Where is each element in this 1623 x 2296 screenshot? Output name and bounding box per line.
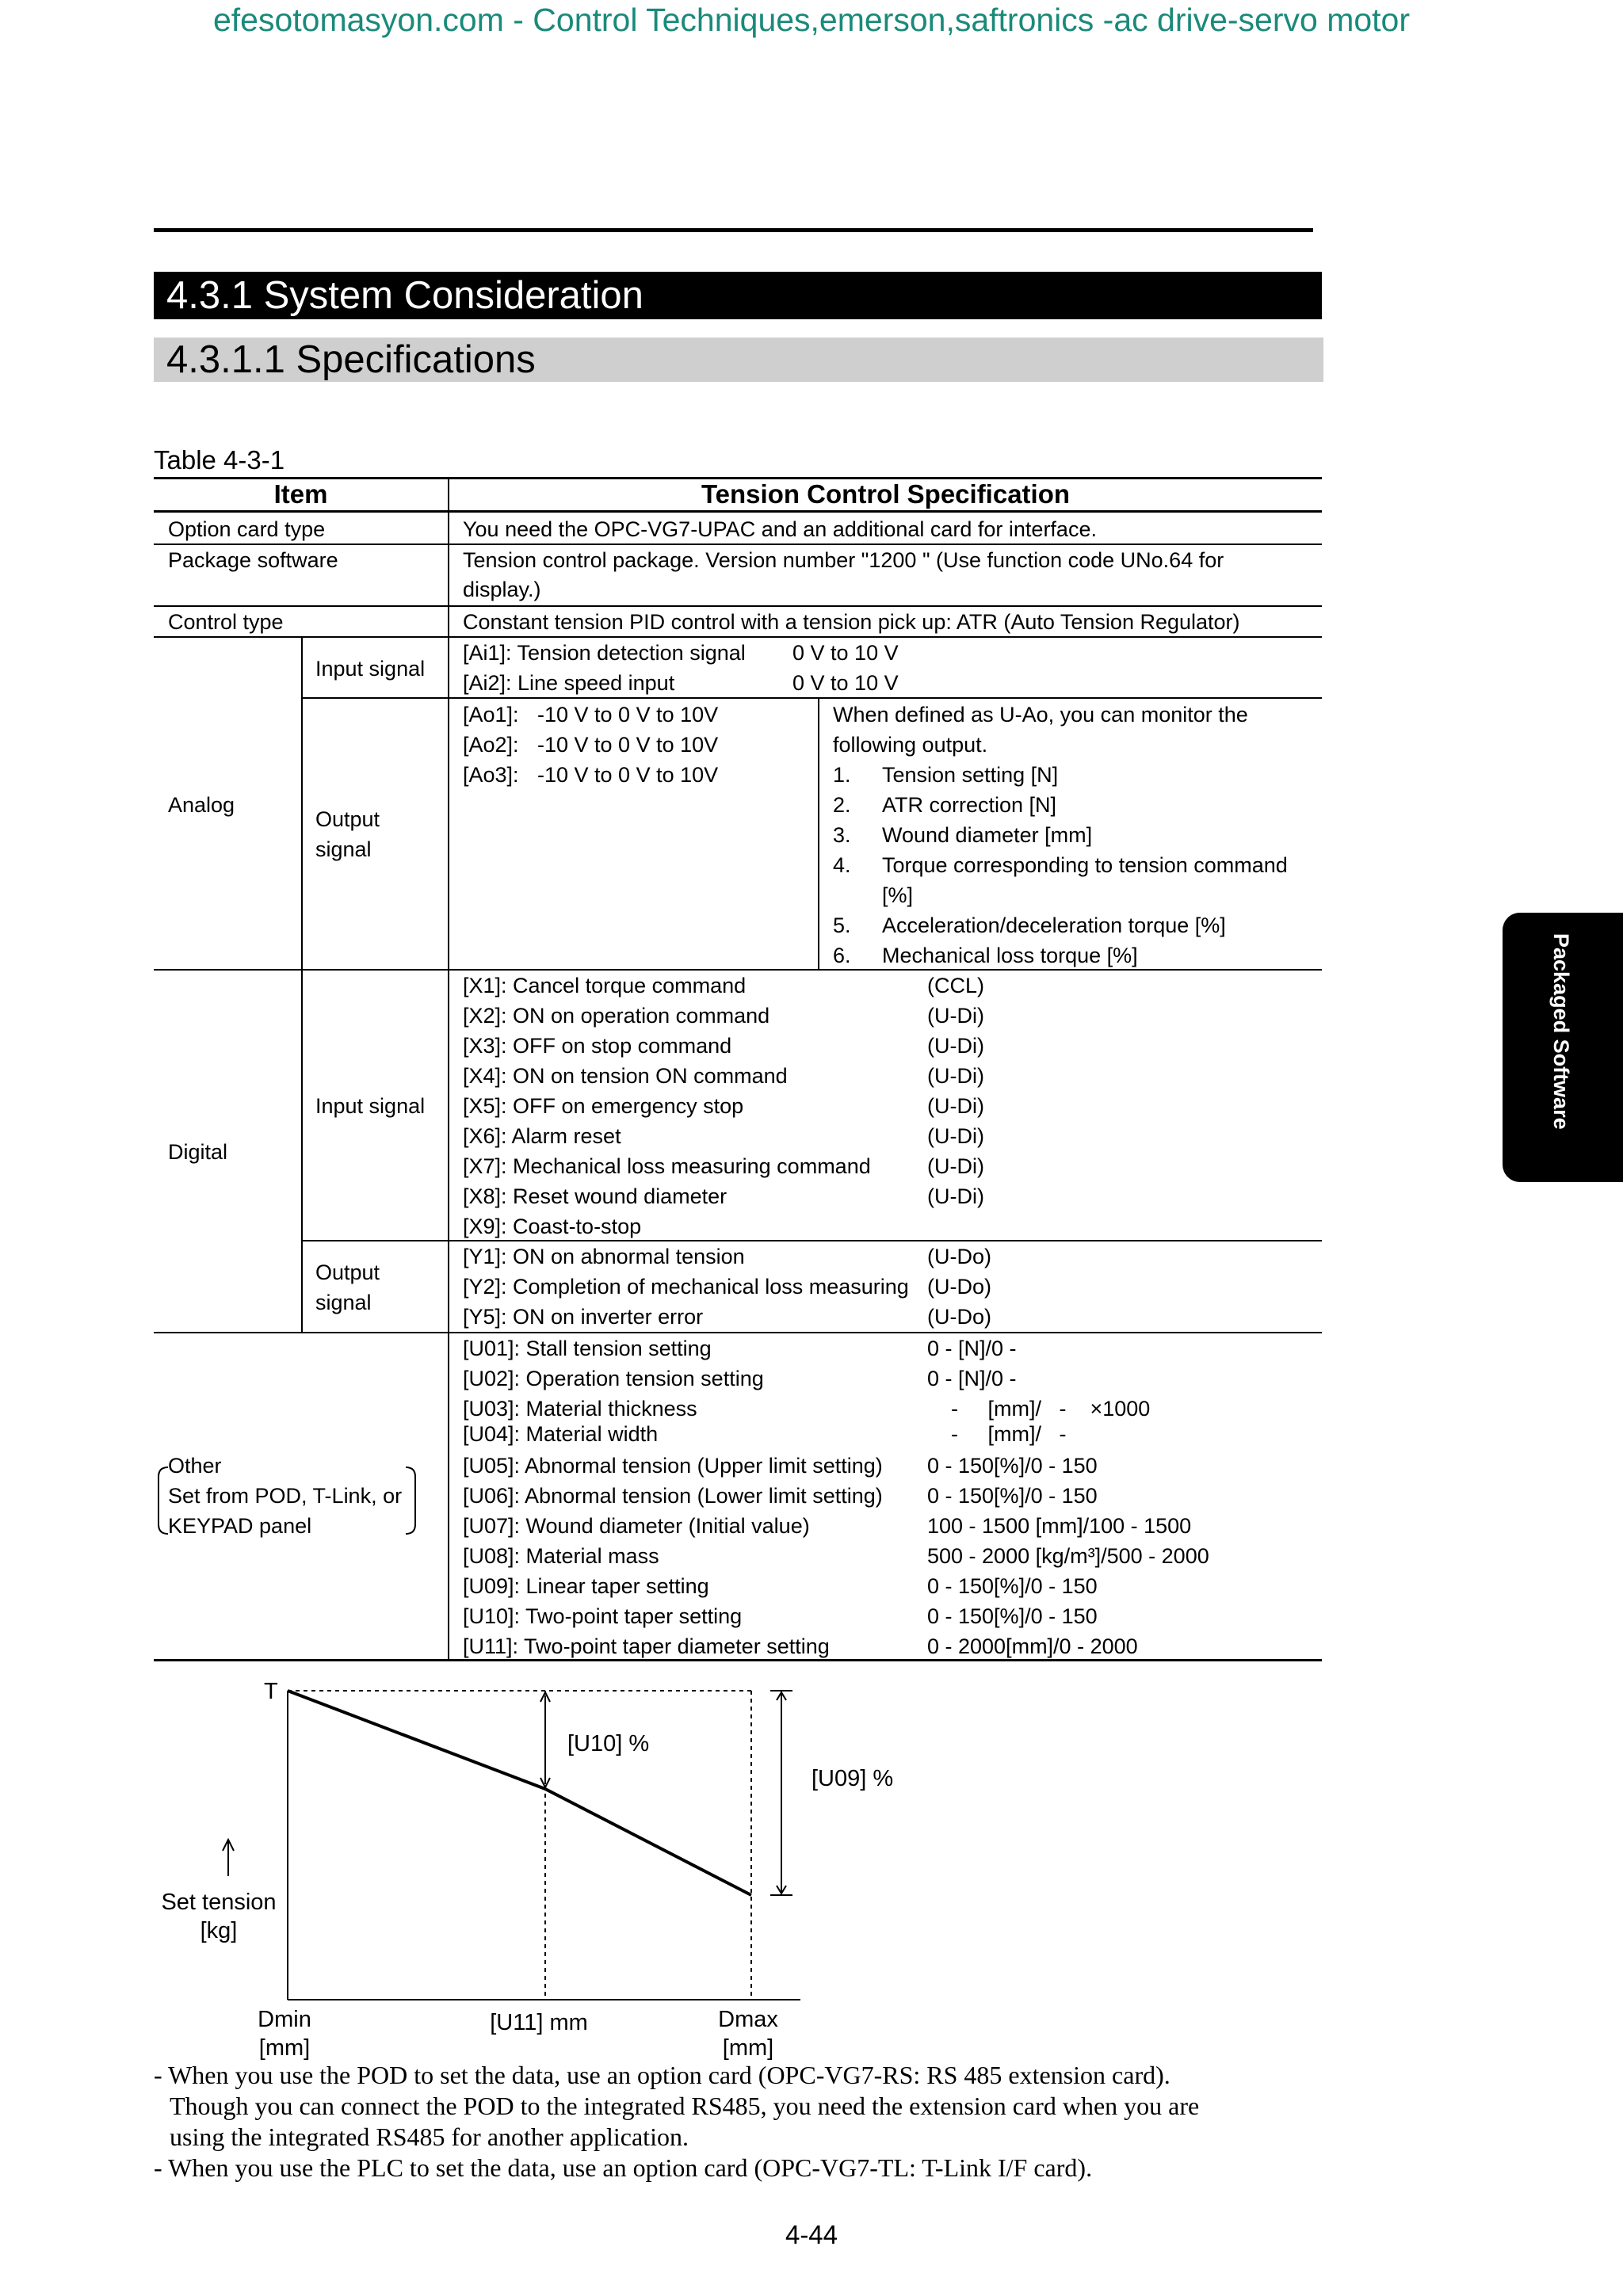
digital-input-code: (U-Di) xyxy=(927,1154,984,1178)
analog-output-name: [Ao1]: xyxy=(463,703,519,727)
monitor-item: Mechanical loss torque [%] xyxy=(882,944,1138,967)
note-line: Though you can connect the POD to the integrated RS485, you need the extension card when you are xyxy=(170,2092,1200,2120)
digital-input-code: (U-Di) xyxy=(927,1184,984,1208)
param-range: 100 - 1500 [mm]/100 - 1500 xyxy=(927,1514,1192,1538)
note-line: - When you use the POD to set the data, use an option card (OPC-VG7-RS: RS 485 extension card). xyxy=(154,2061,1170,2089)
table-col-divider xyxy=(301,636,303,1332)
notes xyxy=(154,2060,1342,2183)
monitor-item: Acceleration/deceleration torque [%] xyxy=(882,913,1226,937)
param-name: [U10]: Two-point taper setting xyxy=(463,1604,743,1628)
param-name: [U07]: Wound diameter (Initial value) xyxy=(463,1514,810,1538)
digital-input-code: (U-Di) xyxy=(927,1034,984,1058)
monitor-item: [%] xyxy=(882,883,914,907)
param-name: [U02]: Operation tension setting xyxy=(463,1367,764,1390)
monitor-item-num: 1. xyxy=(833,763,851,787)
digital-input-name: [X1]: Cancel torque command xyxy=(463,974,747,997)
param-name: [U04]: Material width xyxy=(463,1422,659,1446)
monitor-item: ATR correction [N] xyxy=(882,793,1057,817)
t-label: T xyxy=(264,1679,278,1704)
digital-input-name: [X6]: Alarm reset xyxy=(463,1124,621,1148)
monitor-item-num: 2. xyxy=(833,793,851,817)
header-item: Item xyxy=(273,479,328,509)
digital-output-code: (U-Do) xyxy=(927,1275,991,1299)
param-name: [U01]: Stall tension setting xyxy=(463,1337,712,1360)
watermark: efesotomasyon.com - Control Techniques,emerson,saftronics -ac drive-servo motor xyxy=(212,2,1411,38)
param-range: 0 - 150[%]/0 - 150 xyxy=(927,1604,1098,1628)
param-range: - [mm]/ - ×1000 xyxy=(927,1397,1151,1421)
param-name: [U05]: Abnormal tension (Upper limit setting) xyxy=(463,1454,883,1478)
analog-input-name: [Ai2]: Line speed input xyxy=(463,671,675,695)
table-caption: Table 4-3-1 xyxy=(154,445,285,475)
digital-output-name: [Y5]: ON on inverter error xyxy=(463,1305,704,1329)
spec-table xyxy=(154,475,1322,1661)
table-rule xyxy=(154,636,1322,638)
table-col-divider xyxy=(818,697,819,969)
param-range: 0 - [N]/0 - xyxy=(927,1337,1017,1360)
analog-output-range: -10 V to 0 V to 10V xyxy=(537,763,719,787)
analog-output-label: signal xyxy=(315,837,372,861)
digital-input-name: [X8]: Reset wound diameter xyxy=(463,1184,727,1208)
digital-input-code: (U-Di) xyxy=(927,1064,984,1088)
digital-input-name: [X2]: ON on operation command xyxy=(463,1004,770,1028)
digital-input-code: (U-Di) xyxy=(927,1004,984,1028)
other-label: Other xyxy=(168,1454,222,1478)
side-tab[interactable] xyxy=(1503,913,1623,1182)
section-title: 4.3.1 System Consideration xyxy=(154,272,1322,319)
package-value: Tension control package. Version number "1200 " (Use function code UNo.64 for xyxy=(463,548,1224,572)
table-col-divider xyxy=(448,477,449,1661)
subsection-title: 4.3.1.1 Specifications xyxy=(154,338,1323,382)
param-range: 0 - 150[%]/0 - 150 xyxy=(927,1574,1098,1598)
analog-output-range: -10 V to 0 V to 10V xyxy=(537,703,719,727)
u09-label: [U09] % xyxy=(812,1766,894,1791)
dmax-label: Dmax xyxy=(718,2007,778,2032)
digital-input-name: [X5]: OFF on emergency stop xyxy=(463,1094,744,1118)
option-card-label: Option card type xyxy=(168,517,326,541)
monitor-item-num: 4. xyxy=(833,853,851,877)
page-number: 4-44 xyxy=(785,2220,838,2249)
table-rule xyxy=(154,1332,1322,1333)
digital-input-code: (CCL) xyxy=(927,974,984,997)
analog-input-name: [Ai1]: Tension detection signal xyxy=(463,641,746,665)
package-label: Package software xyxy=(168,548,338,572)
digital-output-code: (U-Do) xyxy=(927,1305,991,1329)
param-name: [U08]: Material mass xyxy=(463,1544,659,1568)
u10-label: [U10] % xyxy=(567,1731,650,1756)
control-type-value: Constant tension PID control with a tension pick up: ATR (Auto Tension Regulator) xyxy=(463,610,1240,634)
analog-input-label: Input signal xyxy=(315,657,426,681)
analog-output-name: [Ao3]: xyxy=(463,763,519,787)
u11-label: [U11] mm xyxy=(490,2010,588,2035)
monitor-item-num: 6. xyxy=(833,944,851,967)
param-name: [U09]: Linear taper setting xyxy=(463,1574,709,1598)
digital-output-name: [Y2]: Completion of mechanical loss measuring xyxy=(463,1275,909,1299)
param-range: 0 - [N]/0 - xyxy=(927,1367,1017,1390)
param-range: 0 - 150[%]/0 - 150 xyxy=(927,1454,1098,1478)
digital-output-label: signal xyxy=(315,1291,372,1314)
digital-input-name: [X9]: Coast-to-stop xyxy=(463,1215,642,1238)
digital-input-name: [X4]: ON on tension ON command xyxy=(463,1064,788,1088)
analog-label: Analog xyxy=(168,793,235,817)
top-rule xyxy=(154,228,1313,232)
dmin-label: Dmin xyxy=(258,2007,311,2032)
side-tab-label: Packaged Software xyxy=(1549,933,1573,1130)
note-line: - When you use the PLC to set the data, use an option card (OPC-VG7-TL: T-Link I/F card). xyxy=(154,2153,1093,2182)
param-range: 0 - 2000[mm]/0 - 2000 xyxy=(927,1634,1138,1658)
taper-diagram xyxy=(151,1661,927,2073)
monitor-item: Tension setting [N] xyxy=(882,763,1059,787)
table-rule xyxy=(301,697,1322,699)
table-rule xyxy=(154,543,1322,545)
option-card-value: You need the OPC-VG7-UPAC and an additional card for interface. xyxy=(463,517,1097,541)
digital-label: Digital xyxy=(168,1140,228,1164)
digital-output-code: (U-Do) xyxy=(927,1245,991,1268)
control-type-label: Control type xyxy=(168,610,284,634)
param-name: [U11]: Two-point taper diameter setting xyxy=(463,1634,830,1658)
dmax-unit: [mm] xyxy=(722,2035,774,2061)
monitor-item: Wound diameter [mm] xyxy=(882,823,1093,847)
digital-input-name: [X3]: OFF on stop command xyxy=(463,1034,732,1058)
param-range: 0 - 150[%]/0 - 150 xyxy=(927,1484,1098,1508)
digital-input-name: [X7]: Mechanical loss measuring command xyxy=(463,1154,871,1178)
other-brace xyxy=(154,1458,423,1545)
analog-output-range: -10 V to 0 V to 10V xyxy=(537,733,719,757)
dmin-unit: [mm] xyxy=(258,2035,311,2061)
ylabel: [kg] xyxy=(200,1918,238,1943)
monitor-intro: following output. xyxy=(833,733,988,757)
other-label: KEYPAD panel xyxy=(168,1514,312,1538)
param-name: [U03]: Material thickness xyxy=(463,1397,697,1421)
table-rule xyxy=(154,605,1322,607)
table-rule xyxy=(154,969,1322,971)
monitor-intro: When defined as U-Ao, you can monitor the xyxy=(833,703,1248,727)
table-rule-header xyxy=(154,510,1322,513)
analog-output-label: Output xyxy=(315,807,380,831)
param-range: 500 - 2000 [kg/m³]/500 - 2000 xyxy=(927,1544,1209,1568)
package-value: display.) xyxy=(463,578,541,601)
tension-curve xyxy=(288,1691,751,1895)
analog-output-name: [Ao2]: xyxy=(463,733,519,757)
digital-output-label: Output xyxy=(315,1261,380,1284)
monitor-item: Torque corresponding to tension command xyxy=(882,853,1288,877)
table-rule xyxy=(301,1240,1322,1241)
digital-input-code: (U-Di) xyxy=(927,1094,984,1118)
ylabel: Set tension xyxy=(161,1890,277,1915)
digital-input-label: Input signal xyxy=(315,1094,426,1118)
digital-input-code: (U-Di) xyxy=(927,1124,984,1148)
monitor-item-num: 5. xyxy=(833,913,851,937)
note-line: using the integrated RS485 for another application. xyxy=(170,2122,689,2151)
analog-input-range: 0 V to 10 V xyxy=(792,641,899,665)
param-range: - [mm]/ - xyxy=(927,1422,1067,1446)
digital-output-name: [Y1]: ON on abnormal tension xyxy=(463,1245,745,1268)
other-label: Set from POD, T-Link, or xyxy=(168,1484,403,1508)
param-name: [U06]: Abnormal tension (Lower limit setting) xyxy=(463,1484,883,1508)
monitor-item-num: 3. xyxy=(833,823,851,847)
header-spec: Tension Control Specification xyxy=(701,479,1071,509)
analog-input-range: 0 V to 10 V xyxy=(792,671,899,695)
